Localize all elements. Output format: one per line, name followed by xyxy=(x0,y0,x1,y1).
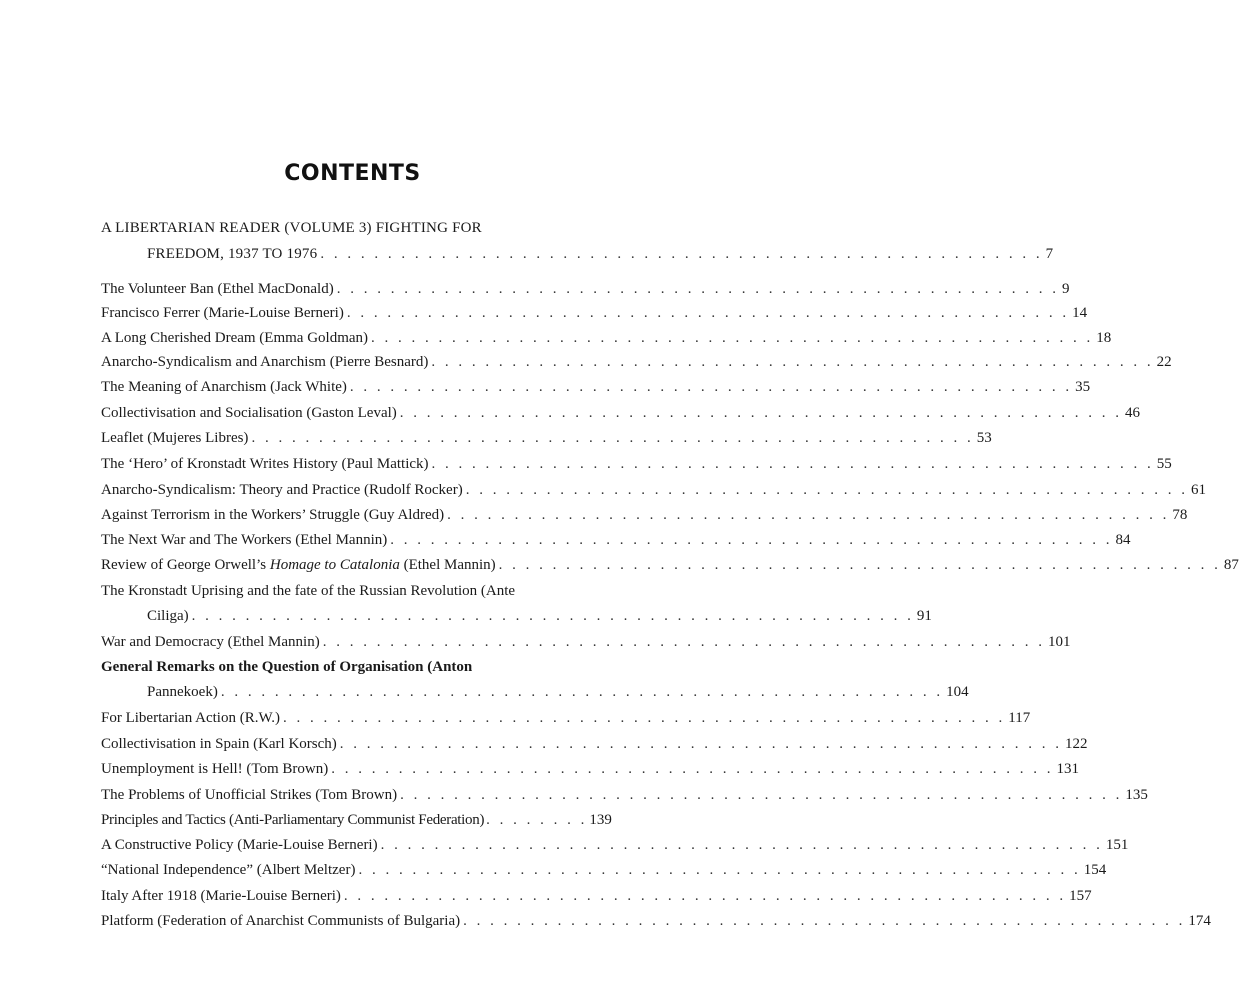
page-number: 78 xyxy=(1172,507,1188,523)
toc-entry[interactable] xyxy=(101,707,1031,729)
toc-entry[interactable] xyxy=(101,631,1071,653)
entry-title-before: Review of George Orwell’s xyxy=(101,557,270,573)
dot-leader: . . . . . . . . . . . . . . . . . . . . . . . . . . . . . . . . . . . . . . . . . . . . . . . . . . . . . . xyxy=(447,507,1170,523)
dot-leader: . . . . . . . . . . . . . . . . . . . . . . . . . . . . . . . . . . . . . . . . . . . . . . . . . . . . . . xyxy=(191,608,914,624)
entry-title: “National Independence” (Albert Meltzer) xyxy=(101,862,356,878)
page-number: 84 xyxy=(1115,532,1131,548)
page-number: 117 xyxy=(1008,710,1031,726)
entry-title: The Problems of Unofficial Strikes (Tom Brown) xyxy=(101,787,398,803)
toc-entry[interactable] xyxy=(101,784,1148,806)
entry-title: War and Democracy (Ethel Mannin) xyxy=(101,634,320,650)
dot-leader: . . . . . . . . . . . . . . . . . . . . . . . . . . . . . . . . . . . . . . . . . . . . . . . . . . . . . . xyxy=(431,354,1154,370)
page-number: 35 xyxy=(1075,379,1091,395)
toc-entry[interactable] xyxy=(101,302,1088,324)
dot-leader: . . . . . . . . . . . . . . . . . . . . . . . . . . . . . . . . . . . . . . . . . . . . . . . . . . . . . . xyxy=(399,405,1123,421)
entry-title: The Volunteer Ban (Ethel MacDonald) xyxy=(101,281,334,297)
dot-leader: . . . . . . . . xyxy=(486,812,588,828)
toc-entry[interactable] xyxy=(101,885,1092,907)
dot-leader: . . . . . . . . . . . . . . . . . . . . . . . . . . . . . . . . . . . . . . . . . . . . . . . . . . . . . . xyxy=(400,787,1123,803)
entry-title: Francisco Ferrer (Marie-Louise Berneri) xyxy=(101,305,344,321)
page-number: 61 xyxy=(1190,482,1206,498)
entry-title-after: (Ethel Mannin) xyxy=(399,557,496,573)
entry-title: Italy After 1918 (Marie-Louise Berneri) xyxy=(101,888,341,904)
page-number: 101 xyxy=(1047,634,1071,650)
dot-leader: . . . . . . . . . . . . . . . . . . . . . . . . . . . . . . . . . . . . . . . . . . . . . . . . . . . . . . xyxy=(346,305,1070,321)
toc-entry[interactable] xyxy=(101,910,1211,932)
page-number: 46 xyxy=(1125,405,1141,421)
contents-heading: CONTENTS xyxy=(284,161,421,186)
page-number: 7 xyxy=(1045,246,1054,262)
toc-entry[interactable] xyxy=(147,605,932,627)
dot-leader: . . . . . . . . . . . . . . . . . . . . . . . . . . . . . . . . . . . . . . . . . . . . . . . . . . . . . . xyxy=(322,634,1045,650)
dot-leader: . . . . . . . . . . . . . . . . . . . . . . . . . . . . . . . . . . . . . . . . . . . . . . . . . . . . . . xyxy=(498,557,1221,573)
dot-leader: . . . . . . . . . . . . . . . . . . . . . . . . . . . . . . . . . . . . . . . . . . . . . . . . . . . . . . xyxy=(336,281,1059,297)
toc-entry[interactable] xyxy=(101,278,1070,300)
entry-title: Against Terrorism in the Workers’ Struggle (Guy Aldred) xyxy=(101,507,445,523)
entry-title-italic: Homage to Catalonia xyxy=(269,557,400,573)
dot-leader: . . . . . . . . . . . . . . . . . . . . . . . . . . . . . . . . . . . . . . . . . . . . . . . . . . . . . . xyxy=(339,736,1063,752)
toc-entry[interactable] xyxy=(147,681,969,703)
toc-entry[interactable] xyxy=(101,529,1131,551)
dot-leader: . . . . . . . . . . . . . . . . . . . . . . . . . . . . . . . . . . . . . . . . . . . . . . . . . . . . . . xyxy=(283,710,1006,726)
dot-leader: . . . . . . . . . . . . . . . . . . . . . . . . . . . . . . . . . . . . . . . . . . . . . . . . . . . . . . xyxy=(349,379,1073,395)
dot-leader: . . . . . . . . . . . . . . . . . . . . . . . . . . . . . . . . . . . . . . . . . . . . . . . . . . . . . . xyxy=(371,330,1094,346)
entry-title-line2: Pannekoek) xyxy=(147,684,218,700)
entry-title: For Libertarian Action (R.W.) xyxy=(101,710,280,726)
toc-entry[interactable] xyxy=(101,479,1206,501)
entry-title xyxy=(101,554,496,576)
toc-entry-part[interactable] xyxy=(147,243,1054,265)
entry-title: Platform (Federation of Anarchist Communists of Bulgaria) xyxy=(101,913,461,929)
entry-title: Anarcho-Syndicalism: Theory and Practice (Rudolf Rocker) xyxy=(101,482,463,498)
page-number: 9 xyxy=(1061,281,1070,297)
entry-title: The Next War and The Workers (Ethel Mannin) xyxy=(101,532,388,548)
page-number: 91 xyxy=(916,608,932,624)
dot-leader: . . . . . . . . . . . . . . . . . . . . . . . . . . . . . . . . . . . . . . . . . . . . . . . . . . . . . . xyxy=(465,482,1188,498)
page-number: 131 xyxy=(1056,761,1079,777)
dot-leader: . . . . . . . . . . . . . . . . . . . . . . . . . . . . . . . . . . . . . . . . . . . . . . . . . . . . . . xyxy=(463,913,1186,929)
part-title-line1: A LIBERTARIAN READER (VOLUME 3) FIGHTING FOR xyxy=(101,220,482,236)
dot-leader: . . . . . . . . . . . . . . . . . . . . . . . . . . . . . . . . . . . . . . . . . . . . . . . . . . . . . . xyxy=(251,430,974,446)
toc-entry[interactable] xyxy=(101,733,1088,755)
dot-leader: . . . . . . . . . . . . . . . . . . . . . . . . . . . . . . . . . . . . . . . . . . . . . . . . . . . . . . xyxy=(343,888,1067,904)
dot-leader: . . . . . . . . . . . . . . . . . . . . . . . . . . . . . . . . . . . . . . . . . . . . . . . . . . . . . . xyxy=(220,684,944,700)
entry-title-line1: General Remarks on the Question of Organisation (Anton xyxy=(101,659,473,675)
entry-title: Collectivisation in Spain (Karl Korsch) xyxy=(101,736,337,752)
page-number: 104 xyxy=(946,684,969,700)
toc-entry[interactable] xyxy=(101,327,1112,349)
page-number: 53 xyxy=(976,430,992,446)
toc-entry[interactable] xyxy=(101,376,1091,398)
dot-leader: . . . . . . . . . . . . . . . . . . . . . . . . . . . . . . . . . . . . . . . . . . . . . . . . . . . . . . xyxy=(331,761,1054,777)
entry-title: A Constructive Policy (Marie-Louise Berneri) xyxy=(101,837,378,853)
page-number: 174 xyxy=(1188,913,1211,929)
entry-title: Collectivisation and Socialisation (Gaston Leval) xyxy=(101,405,397,421)
page-number: 157 xyxy=(1069,888,1092,904)
toc-entry[interactable] xyxy=(101,402,1141,424)
page-number: 135 xyxy=(1125,787,1148,803)
dot-leader: . . . . . . . . . . . . . . . . . . . . . . . . . . . . . . . . . . . . . . . . . . . . . . . . . . . . . . xyxy=(380,837,1103,853)
toc-entry[interactable] xyxy=(101,834,1129,856)
entry-title: Principles and Tactics (Anti-Parliamentary Communist Federation) xyxy=(101,812,485,828)
entry-title: The Meaning of Anarchism (Jack White) xyxy=(101,379,347,395)
page-number: 139 xyxy=(589,812,612,828)
dot-leader: . . . . . . . . . . . . . . . . . . . . . . . . . . . . . . . . . . . . . . . . . . . . . . . . . . . . . . xyxy=(431,456,1154,472)
toc-entry[interactable] xyxy=(101,758,1079,780)
entry-title-line2: Ciliga) xyxy=(147,608,189,624)
page-number: 154 xyxy=(1083,862,1107,878)
toc-entry[interactable] xyxy=(101,351,1172,373)
entry-title: Leaflet (Mujeres Libres) xyxy=(101,430,249,446)
toc-entry[interactable] xyxy=(101,859,1107,881)
entry-title-line1: The Kronstadt Uprising and the fate of the Russian Revolution (Ante xyxy=(101,583,516,599)
page-number: 122 xyxy=(1065,736,1088,752)
dot-leader: . . . . . . . . . . . . . . . . . . . . . . . . . . . . . . . . . . . . . . . . . . . . . . . . . . . . . . xyxy=(358,862,1081,878)
entry-title: The ‘Hero’ of Kronstadt Writes History (Paul Mattick) xyxy=(101,456,429,472)
page-number: 151 xyxy=(1105,837,1129,853)
page-number: 87 xyxy=(1223,557,1239,573)
dot-leader: . . . . . . . . . . . . . . . . . . . . . . . . . . . . . . . . . . . . . . . . . . . . . . . . . . . . . . xyxy=(320,246,1043,262)
toc-entry[interactable] xyxy=(101,504,1188,526)
toc-entry[interactable] xyxy=(101,453,1172,475)
page-number: 22 xyxy=(1156,354,1172,370)
toc-entry[interactable] xyxy=(101,554,1239,576)
toc-entry[interactable] xyxy=(101,809,612,831)
page-number: 18 xyxy=(1096,330,1112,346)
dot-leader: . . . . . . . . . . . . . . . . . . . . . . . . . . . . . . . . . . . . . . . . . . . . . . . . . . . . . . xyxy=(390,532,1113,548)
page-number: 55 xyxy=(1156,456,1172,472)
page-number: 14 xyxy=(1072,305,1088,321)
entry-title: A Long Cherished Dream (Emma Goldman) xyxy=(101,330,369,346)
toc-entry[interactable] xyxy=(101,427,992,449)
entry-title: Anarcho-Syndicalism and Anarchism (Pierre Besnard) xyxy=(101,354,429,370)
part-title-line2: FREEDOM, 1937 TO 1976 xyxy=(147,246,318,262)
entry-title: Unemployment is Hell! (Tom Brown) xyxy=(101,761,329,777)
